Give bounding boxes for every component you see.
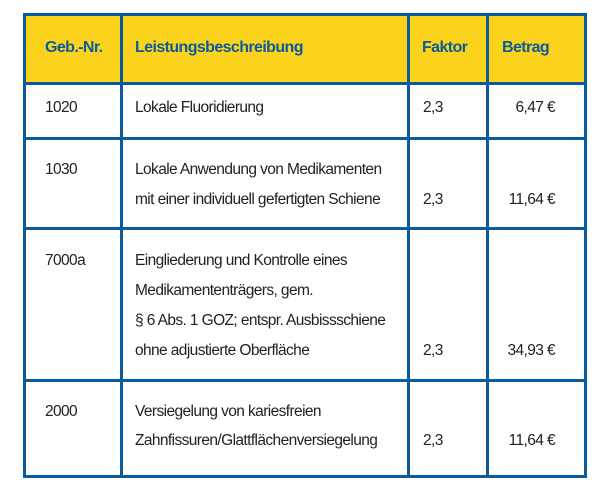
row-factor: 2,3 bbox=[423, 432, 443, 449]
header-desc: Leistungsbeschreibung bbox=[135, 39, 303, 56]
row-factor: 2,3 bbox=[423, 342, 443, 359]
row-nr: 1030 bbox=[45, 161, 78, 178]
row-desc-line: Versiegelung von kariesfreien bbox=[135, 403, 321, 420]
row-desc-line: ohne adjustierte Oberfläche bbox=[135, 342, 310, 359]
row-desc-line: Lokale Fluoridierung bbox=[135, 99, 264, 116]
row-desc-line: Lokale Anwendung von Medikamenten bbox=[135, 161, 382, 178]
row-divider bbox=[26, 137, 584, 140]
row-desc-line: mit einer individuell gefertigten Schiene bbox=[135, 191, 381, 208]
row-desc-line: Medikamententrägers, gem. bbox=[135, 282, 313, 299]
header-factor: Faktor bbox=[422, 39, 468, 56]
row-divider bbox=[26, 379, 584, 382]
table-header bbox=[26, 16, 584, 82]
header-nr: Geb.-Nr. bbox=[45, 39, 103, 56]
header-amount: Betrag bbox=[502, 39, 550, 56]
row-amount: 11,64 € bbox=[508, 432, 555, 449]
row-nr: 1020 bbox=[45, 99, 78, 116]
row-desc-line: Zahnfissuren/Glattflächenversiegelung bbox=[135, 432, 378, 449]
row-nr: 2000 bbox=[45, 403, 78, 420]
row-nr: 7000a bbox=[45, 252, 86, 269]
row-factor: 2,3 bbox=[423, 191, 443, 208]
row-amount: 34,93 € bbox=[507, 342, 555, 359]
row-divider bbox=[26, 82, 584, 85]
row-divider bbox=[26, 227, 584, 230]
row-factor: 2,3 bbox=[423, 99, 443, 116]
row-amount: 6,47 € bbox=[515, 99, 555, 116]
row-amount: 11,64 € bbox=[508, 191, 555, 208]
row-desc-line: Eingliederung und Kontrolle eines bbox=[135, 252, 348, 269]
row-desc-line: § 6 Abs. 1 GOZ; entspr. Ausbissschiene bbox=[135, 312, 386, 329]
